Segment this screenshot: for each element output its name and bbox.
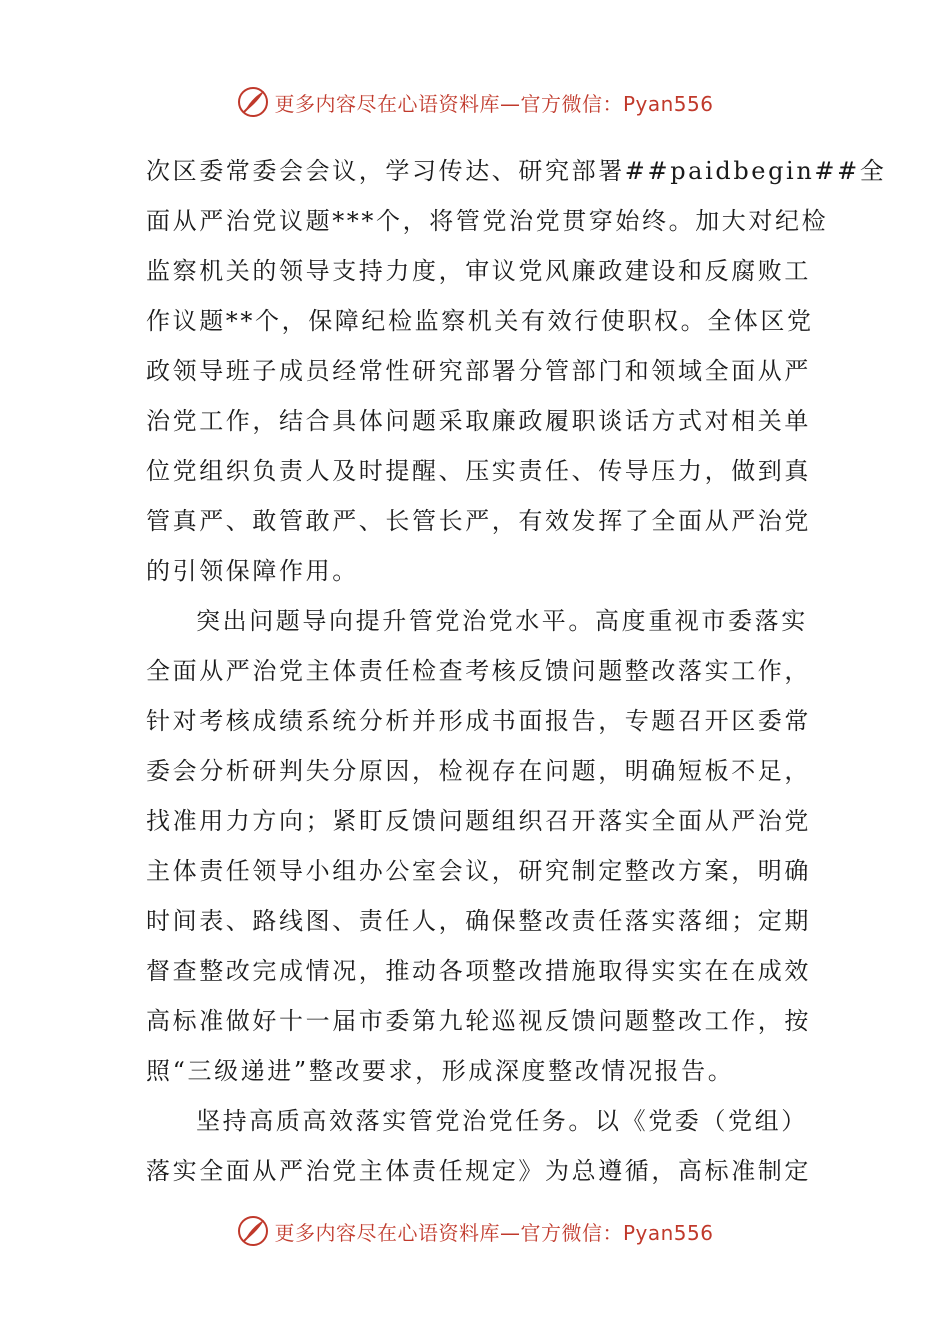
text-line: 监察机关的领导支持力度，审议党风廉政建设和反腐败工 — [146, 257, 811, 285]
paragraph — [146, 146, 887, 596]
text-line: 次区委常委会会议，学习传达、研究部署##paidbegin##全 — [146, 157, 887, 185]
text-line: 委会分析研判失分原因，检视存在问题，明确短板不足， — [146, 757, 811, 785]
text-line: 主体责任领导小组办公室会议，研究制定整改方案，明确 — [146, 857, 811, 885]
text-line: 照“三级递进”整改要求，形成深度整改情况报告。 — [146, 1057, 735, 1085]
feather-pen-logo-icon — [236, 85, 270, 119]
header-watermark — [0, 82, 950, 122]
text-line: 突出问题导向提升管党治党水平。高度重视市委落实 — [196, 607, 808, 635]
text-line: 高标准做好十一届市委第九轮巡视反馈问题整改工作，按 — [146, 1007, 811, 1035]
text-line: 针对考核成绩系统分析并形成书面报告，专题召开区委常 — [146, 707, 811, 735]
footer-watermark — [0, 1211, 950, 1251]
text-line: 找准用力方向；紧盯反馈问题组织召开落实全面从严治党 — [146, 807, 811, 835]
text-line: 全面从严治党主体责任检查考核反馈问题整改落实工作， — [146, 657, 811, 685]
header-watermark-text: 更多内容尽在心语资料库—官方微信：Pyan556 — [274, 91, 714, 116]
text-line: 位党组织负责人及时提醒、压实责任、传导压力，做到真 — [146, 457, 811, 485]
text-line: 治党工作，结合具体问题采取廉政履职谈话方式对相关单 — [146, 407, 811, 435]
paragraph — [146, 596, 811, 1096]
text-line: 督查整改完成情况，推动各项整改措施取得实实在在成效 — [146, 957, 811, 985]
text-line: 面从严治党议题***个，将管党治党贯穿始终。加大对纪检 — [146, 207, 829, 235]
text-line: 作议题**个，保障纪检监察机关有效行使职权。全体区党 — [146, 307, 814, 335]
text-line: 落实全面从严治党主体责任规定》为总遵循，高标准制定 — [146, 1157, 811, 1185]
text-line: 的引领保障作用。 — [146, 557, 359, 585]
paragraph — [146, 1096, 811, 1196]
text-line: 管真严、敢管敢严、长管长严，有效发挥了全面从严治党 — [146, 507, 811, 535]
feather-pen-logo-icon — [236, 1214, 270, 1248]
text-line: 政领导班子成员经常性研究部署分管部门和领域全面从严 — [146, 357, 811, 385]
document-body — [146, 146, 887, 1196]
text-line: 时间表、路线图、责任人，确保整改责任落实落细；定期 — [146, 907, 811, 935]
text-line: 坚持高质高效落实管党治党任务。以《党委（党组） — [196, 1107, 808, 1135]
footer-watermark-text: 更多内容尽在心语资料库—官方微信：Pyan556 — [274, 1220, 714, 1245]
